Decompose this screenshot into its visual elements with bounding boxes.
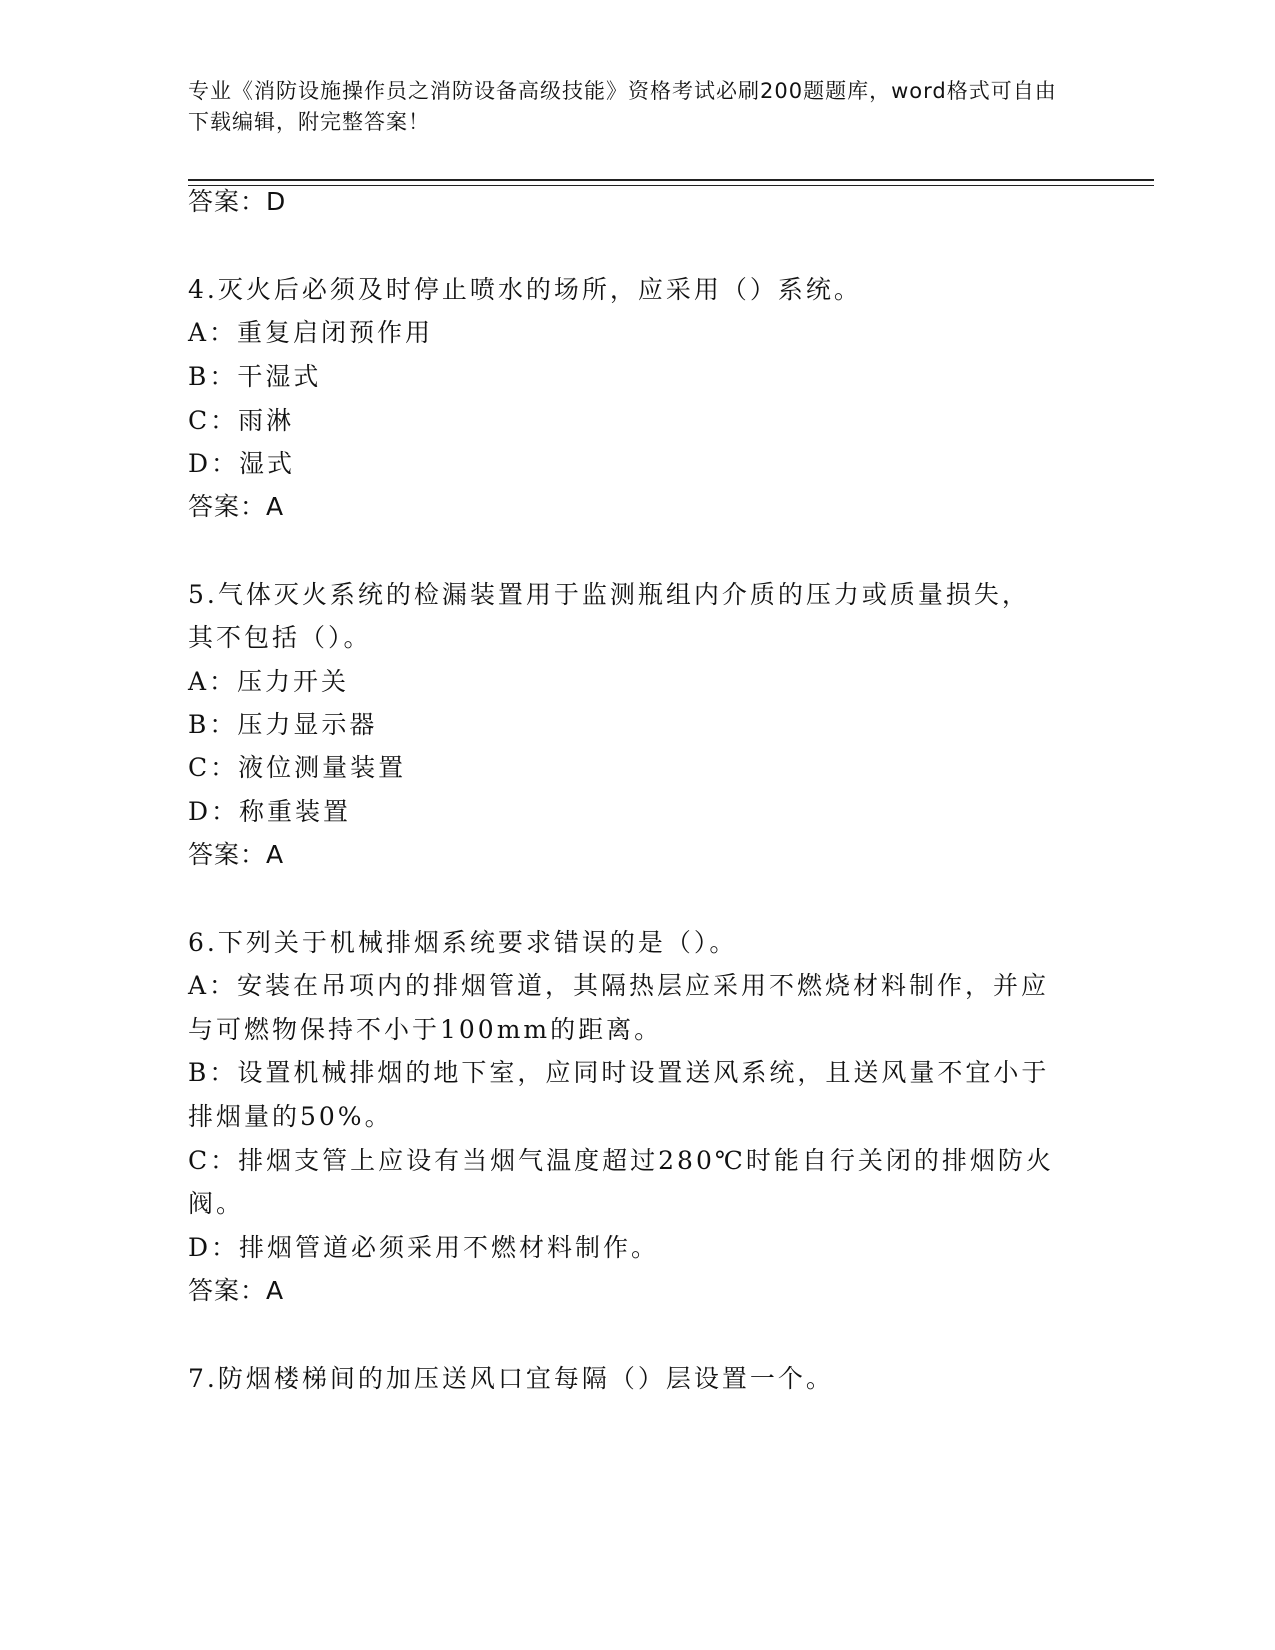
question-6-option-b-line-2: 排烟量的50%。 xyxy=(188,1102,393,1131)
question-6-answer: 答案：A xyxy=(188,1276,285,1305)
question-4-stem: 4.灭火后必须及时停止喷水的场所，应采用（）系统。 xyxy=(188,275,862,304)
question-5-answer: 答案：A xyxy=(188,840,285,869)
question-5-stem-line-1: 5.气体灭火系统的检漏装置用于监测瓶组内介质的压力或质量损失， xyxy=(188,580,1030,609)
question-5-option-a: A：压力开关 xyxy=(188,667,350,696)
question-4-option-d: D：湿式 xyxy=(188,449,296,478)
question-6-option-b-line-1: B：设置机械排烟的地下室，应同时设置送风系统，且送风量不宜小于 xyxy=(188,1058,1050,1087)
question-6-option-c-line-1: C：排烟支管上应设有当烟气温度超过280℃时能自行关闭的排烟防火 xyxy=(188,1146,1054,1175)
question-6-option-c-line-2: 阀。 xyxy=(188,1189,245,1218)
question-6-option-a-line-2: 与可燃物保持不小于100mm的距离。 xyxy=(188,1015,663,1044)
question-5-stem-line-2: 其不包括（）。 xyxy=(188,623,372,652)
question-4-answer: 答案：A xyxy=(188,492,285,521)
question-7-stem: 7.防烟楼梯间的加压送风口宜每隔（）层设置一个。 xyxy=(188,1364,834,1393)
header-divider xyxy=(188,179,1154,186)
question-4-option-b: B：干湿式 xyxy=(188,362,322,391)
question-4-option-a: A：重复启闭预作用 xyxy=(188,318,434,347)
question-6-option-d: D：排烟管道必须采用不燃材料制作。 xyxy=(188,1233,660,1262)
question-4-option-c: C：雨淋 xyxy=(188,406,295,435)
question-6-stem: 6.下列关于机械排烟系统要求错误的是（）。 xyxy=(188,928,738,957)
answer-line: 答案：D xyxy=(188,187,287,216)
question-5-option-c: C：液位测量装置 xyxy=(188,753,407,782)
question-5-option-b: B：压力显示器 xyxy=(188,710,378,739)
document-header: 专业《消防设施操作员之消防设备高级技能》资格考试必刷200题题库，word格式可自由下载编辑，附完整答案！ xyxy=(188,79,1057,134)
question-5-option-d: D：称重装置 xyxy=(188,797,352,826)
question-6-option-a-line-1: A：安装在吊项内的排烟管道，其隔热层应采用不燃烧材料制作，并应 xyxy=(188,971,1050,1000)
